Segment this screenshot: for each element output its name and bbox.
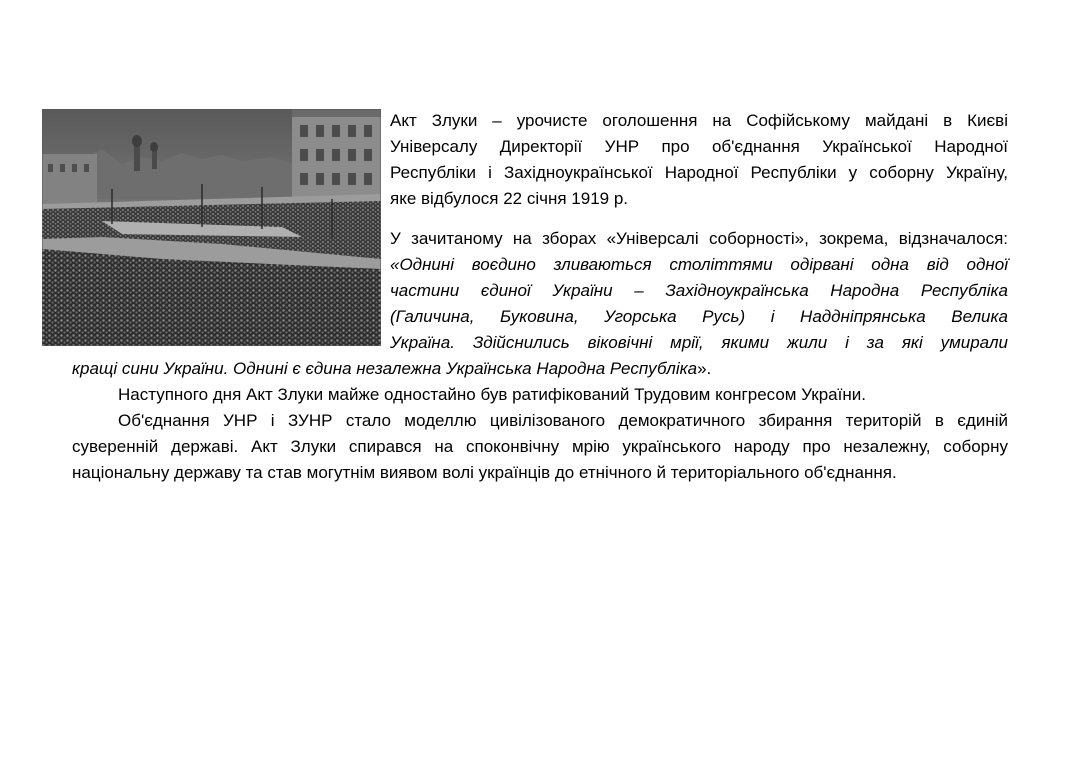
intro-line-2: Універсалу Директорії УНР про об'єднання Української Народної bbox=[390, 137, 1008, 156]
quote-paragraph bbox=[72, 226, 1008, 382]
intro-line-1: Акт Злуки – урочисте оголошення на Софійському майдані в Києві bbox=[390, 111, 1008, 130]
unification-paragraph bbox=[72, 408, 1008, 486]
quote-line-1: «Однині воєдино зливаються століттями одірвані одна від одної bbox=[390, 255, 1008, 274]
quote-line-4: Україна. Здійснились віковічні мрії, якими жили і за які умирали bbox=[390, 333, 1008, 352]
quote-close: ». bbox=[697, 359, 712, 378]
quote-lead-line: У зачитаному на зборах «Універсалі соборності», зокрема, відзначалося: bbox=[390, 229, 1008, 248]
quote-line-3: (Галичина, Буковина, Угорська Русь) і Наддніпрянська Велика bbox=[390, 307, 1008, 326]
quote-last-text: кращі сини України. Однині є єдина незалежна Українська Народна Республіка bbox=[72, 359, 698, 378]
unification-line-1: Об'єднання УНР і ЗУНР стало моделлю цивілізованого демократичного збирання територій в єдиній bbox=[118, 411, 1008, 430]
unification-line-3: національну державу та став могутнім виявом волі українців до етнічного й територіального об'єднання. bbox=[72, 463, 897, 482]
ratification-paragraph bbox=[72, 382, 1008, 408]
intro-paragraph bbox=[72, 108, 1008, 212]
quote-line-2: частини єдиної України – Західноукраїнська Народна Республіка bbox=[390, 281, 1008, 300]
intro-line-3: Республіки і Західноукраїнської Народної Республіки у соборну Україну, bbox=[390, 163, 1008, 182]
unification-line-2: суверенній державі. Акт Злуки спирався на споконвічну мрію українського народу про незалежну, соборну bbox=[72, 437, 1008, 456]
intro-line-4: яке відбулося 22 січня 1919 р. bbox=[390, 189, 629, 208]
article-text bbox=[72, 108, 1008, 486]
ratification-text: Наступного дня Акт Злуки майже одностайно був ратифікований Трудовим конгресом України. bbox=[118, 385, 866, 404]
quote-last-line bbox=[72, 356, 1008, 382]
